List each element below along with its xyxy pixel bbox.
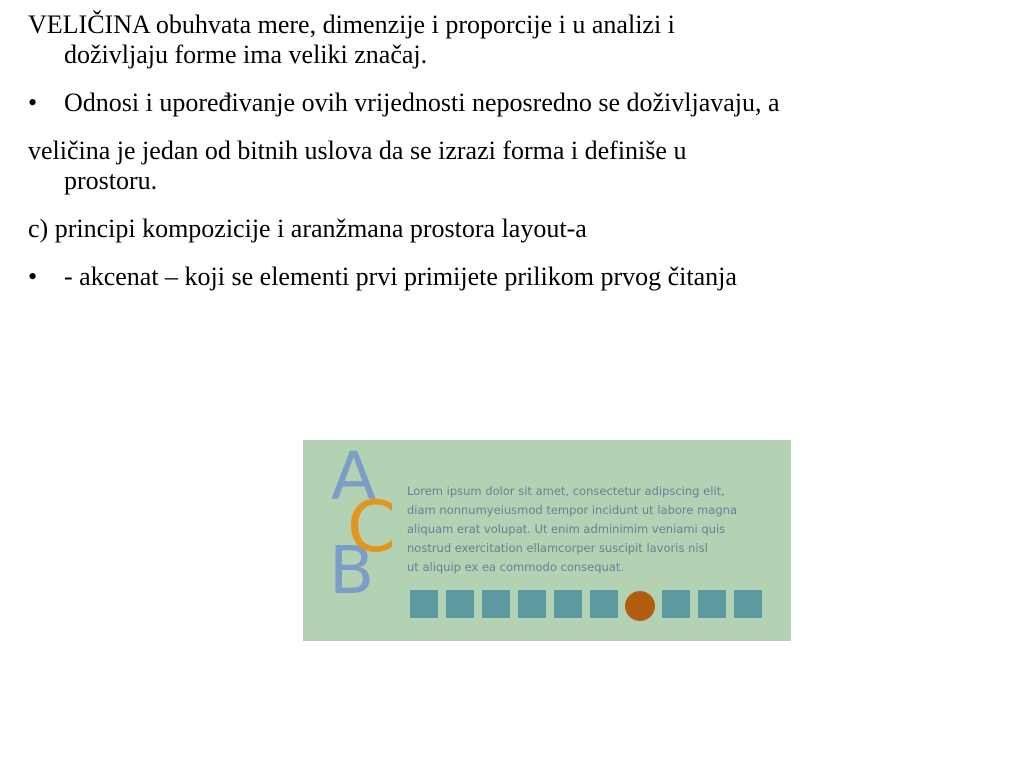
- paragraph-principi: [28, 214, 1018, 244]
- bullet-text: - akcenat – koji se elementi prvi primijete prilikom prvog čitanja: [64, 262, 737, 291]
- square-shape: [734, 590, 762, 618]
- bullet-icon: •: [28, 262, 38, 291]
- letter-a-glyph: A: [331, 440, 377, 515]
- lorem-text: [407, 482, 779, 577]
- paragraph-line: c) principi kompozicije i aranžmana prostora layout-a: [28, 214, 587, 243]
- bullet-text: Odnosi i upoređivanje ovih vrijednosti neposredno se doživljavaju, a: [64, 88, 780, 117]
- paragraph-velicina: [28, 10, 1018, 70]
- paragraph-line: veličina je jedan od bitnih uslova da se izrazi forma i definiše u: [28, 136, 687, 165]
- paragraph-line: doživljaju forme ima veliki značaj.: [64, 40, 428, 69]
- lorem-line: aliquam erat volupat. Ut enim adminimim veniami quis: [407, 522, 726, 536]
- accent-circle: [625, 591, 655, 621]
- square-shape: [446, 590, 474, 618]
- lorem-line: nostrud exercitation ellamcorper suscipit lavoris nisl: [407, 541, 708, 555]
- paragraph-velicina-forma: [28, 136, 1018, 196]
- square-shape: [518, 590, 546, 618]
- paragraph-line: VELIČINA obuhvata mere, dimenzije i proporcije i u analizi i: [28, 10, 675, 39]
- shapes-row: [410, 590, 770, 618]
- accent-illustration: [303, 440, 791, 641]
- square-shape: [698, 590, 726, 618]
- square-shape: [482, 590, 510, 618]
- bullet-item-odnosi: [28, 88, 1018, 118]
- lorem-line: ut aliquip ex ea commodo consequat.: [407, 560, 625, 574]
- lorem-line: diam nonnumyeiusmod tempor incidunt ut labore magna: [407, 503, 738, 517]
- letter-b-glyph: B: [329, 532, 375, 609]
- square-shape: [590, 590, 618, 618]
- square-shape: [662, 590, 690, 618]
- bullet-item-akcenat: [28, 262, 1018, 292]
- slide-text: [28, 10, 1018, 310]
- bullet-icon: •: [28, 88, 38, 117]
- square-shape: [554, 590, 582, 618]
- square-shape: [410, 590, 438, 618]
- lorem-line: Lorem ipsum dolor sit amet, consectetur adipscing elit,: [407, 484, 725, 498]
- letter-c-glyph: C: [347, 486, 396, 568]
- paragraph-line: prostoru.: [64, 166, 158, 195]
